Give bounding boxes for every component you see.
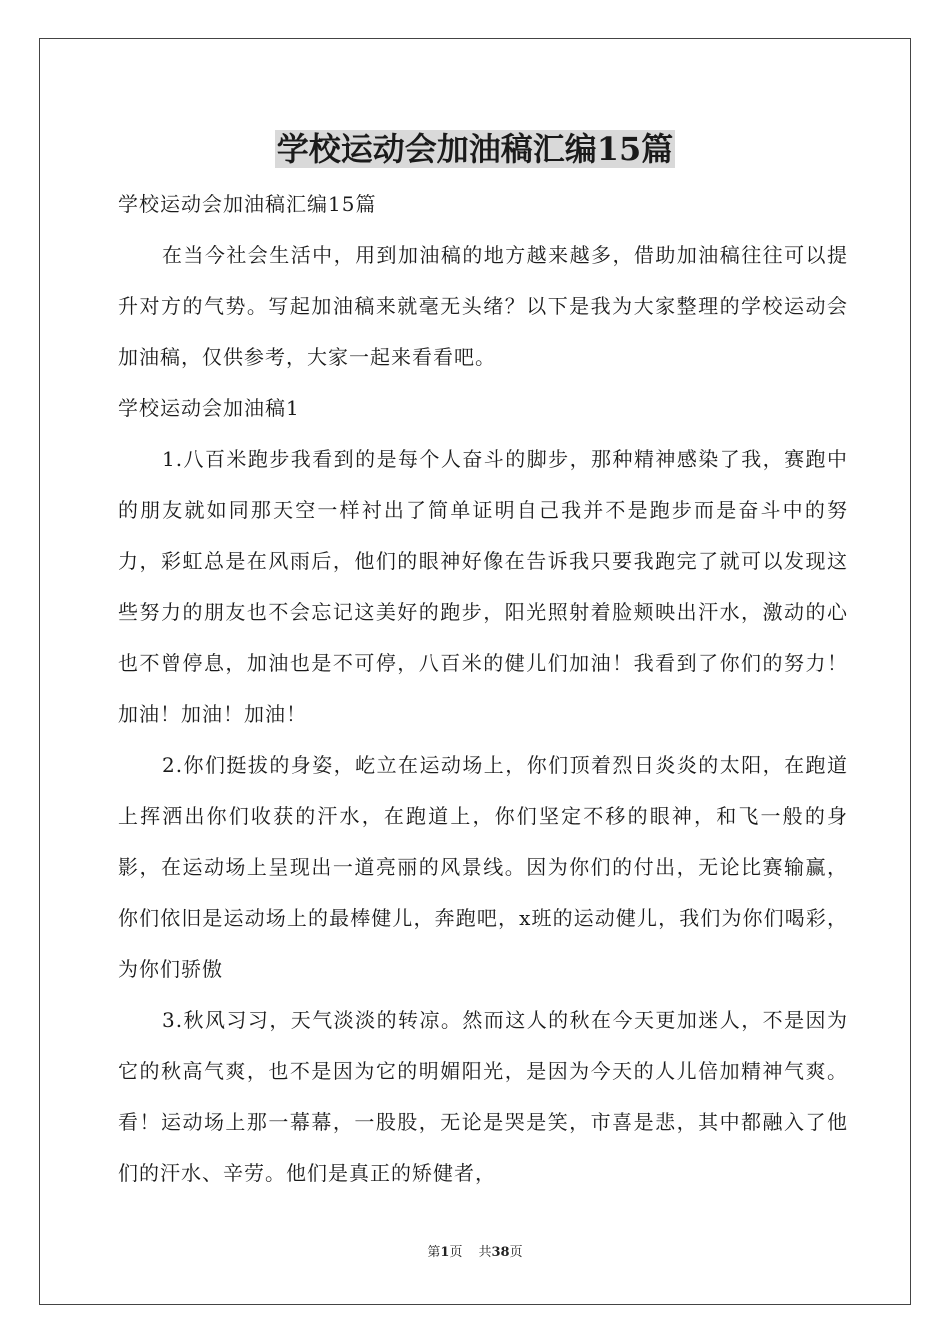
- total-prefix: 共: [478, 1245, 492, 1260]
- page-suffix: 页: [449, 1245, 463, 1260]
- body-paragraph-1: 1.八百米跑步我看到的是每个人奋斗的脚步，那种精神感染了我，赛跑中的朋友就如同那天空一样衬出了简单证明自己我并不是跑步而是奋斗中的努力，彩虹总是在风雨后，他们的眼神好像在告诉我只要我跑完了就可以发现这些努力的朋友也不会忘记这美好的跑步，阳光照射着脸颊映出汗水，激动的心也不曾停息，加油也是不可停，八百米的健儿们加油！我看到了你们的努力！加油！加油！加油！: [118, 447, 848, 726]
- section-heading: 学校运动会加油稿1: [118, 396, 300, 420]
- total-pages: 38: [491, 1245, 510, 1260]
- total-suffix: 页: [509, 1245, 523, 1260]
- document-subtitle: 学校运动会加油稿汇编15篇: [118, 192, 377, 216]
- page-current: 1: [440, 1245, 450, 1260]
- document-title-text: 学校运动会加油稿汇编15篇: [276, 130, 674, 168]
- page-footer: [0, 1241, 950, 1260]
- body-paragraph-2: 2.你们挺拔的身姿，屹立在运动场上，你们顶着烈日炎炎的太阳，在跑道上挥洒出你们收获的汗水，在跑道上，你们坚定不移的眼神，和飞一般的身影，在运动场上呈现出一道亮丽的风景线。因为你们的付出，无论比赛输赢，你们依旧是运动场上的最棒健儿，奔跑吧，x班的运动健儿，我们为你们喝彩，为你们骄傲: [118, 753, 848, 981]
- document-title: [0, 126, 950, 172]
- document-body: [118, 179, 848, 1199]
- intro-paragraph: 在当今社会生活中，用到加油稿的地方越来越多，借助加油稿往往可以提升对方的气势。写起加油稿来就毫无头绪？以下是我为大家整理的学校运动会加油稿，仅供参考，大家一起来看看吧。: [118, 243, 848, 369]
- body-paragraph-3: 3.秋风习习，天气淡淡的转凉。然而这人的秋在今天更加迷人，不是因为它的秋高气爽，也不是因为它的明媚阳光，是因为今天的人儿倍加精神气爽。看！运动场上那一幕幕，一股股，无论是哭是笑，市喜是悲，其中都融入了他们的汗水、辛劳。他们是真正的矫健者，: [118, 1008, 848, 1185]
- page-prefix: 第: [427, 1245, 441, 1260]
